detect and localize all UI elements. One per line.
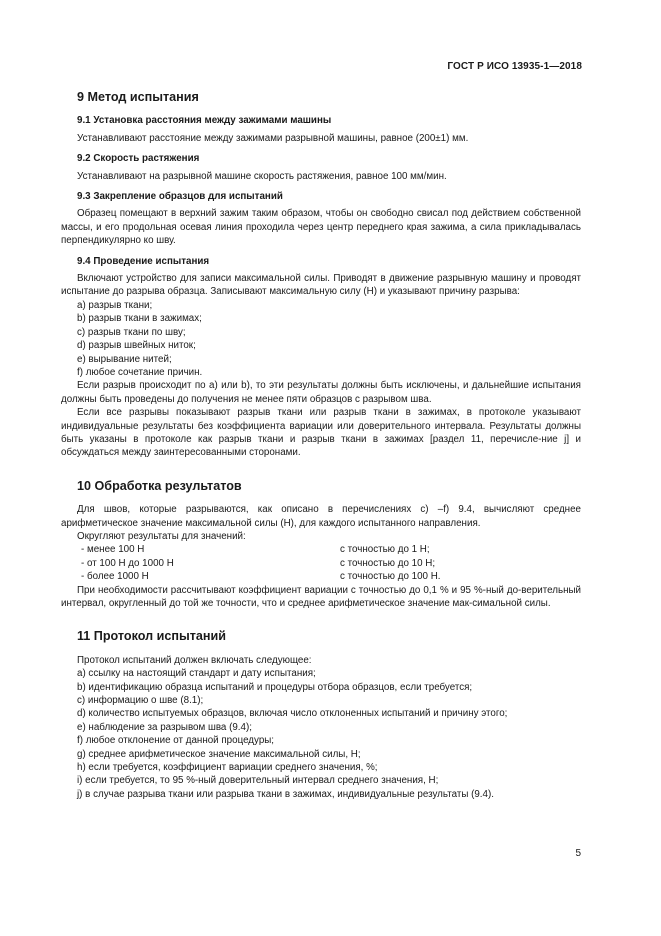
rounding-precision: с точностью до 1 Н; <box>340 544 430 556</box>
page-number: 5 <box>575 848 581 859</box>
section-10-para-3: При необходимости рассчитывают коэффициент вариации с точностью до 0,1 % и 95 %-ный до-верительный интервал, округленный до той же точности, что и среднее арифметическое значение мак-симальной силы. <box>61 584 581 609</box>
list-item: b) разрыв ткани в зажимах; <box>77 313 202 325</box>
rounding-row <box>61 557 581 570</box>
section-9-4-para-2: Если разрыв происходит по a) или b), то эти результаты должны быть исключены, и дальнейшие испытания должны быть проведены до получения не менее пяти образцов с разрывом шва. <box>61 380 581 405</box>
rounding-range: - более 1000 Н <box>81 571 149 583</box>
list-item: g) среднее арифметическое значение максимальной силы, Н; <box>77 748 361 760</box>
section-9-1-title: 9.1 Установка расстояния между зажимами машины <box>77 115 332 127</box>
rounding-precision: с точностью до 100 Н. <box>340 571 441 583</box>
section-9-title: 9 Метод испытания <box>77 90 199 104</box>
section-9-4-para-3: Если все разрывы показывают разрыв ткани или разрыв ткани в зажимах, в протоколе указывают индивидуальные результаты без коэффициента вариации или доверительного интервала. Результаты должны быть указаны в протоколе как разрыв ткани и разрыв ткани в зажимах [раздел 11, перечисле-ние j] и обсуждаться между заинтересованными сторонами. <box>61 407 581 459</box>
section-9-2-text: Устанавливают на разрывной машине скорость растяжения, равное 100 мм/мин. <box>77 170 447 182</box>
list-item: j) в случае разрыва ткани или разрыва ткани в зажимах, индивидуальные результаты (9.4). <box>77 788 494 800</box>
rounding-row <box>61 570 581 583</box>
list-item: i) если требуется, то 95 %-ный доверительный интервал среднего значения, Н; <box>77 775 439 787</box>
list-item: d) разрыв швейных ниток; <box>77 340 196 352</box>
section-9-4-para-1: Включают устройство для записи максимальной силы. Приводят в движение разрывную машину и проводят испытание до разрыва образца. Записывают максимальную силу (Н) и указывают причину разрыва: <box>61 273 581 298</box>
section-10-title: 10 Обработка результатов <box>77 478 242 493</box>
section-9-4-title: 9.4 Проведение испытания <box>77 255 210 267</box>
list-item: a) ссылку на настоящий стандарт и дату испытания; <box>77 668 316 680</box>
section-11-title: 11 Протокол испытаний <box>77 629 227 644</box>
list-item: b) идентификацию образца испытаний и процедуры отбора образцов, если требуется; <box>77 681 473 693</box>
rounding-precision: с точностью до 10 Н; <box>340 557 436 569</box>
standard-header: ГОСТ Р ИСО 13935-1—2018 <box>447 61 582 72</box>
list-item: f) любое сочетание причин. <box>77 366 203 378</box>
rounding-row <box>61 543 581 556</box>
rounding-range: - от 100 Н до 1000 Н <box>81 557 174 569</box>
list-item: h) если требуется, коэффициент вариации среднего значения, %; <box>77 762 378 774</box>
rounding-range: - менее 100 Н <box>81 544 145 556</box>
section-9-3-text: Образец помещают в верхний зажим таким образом, чтобы он свободно свисал под действием собственной массы, и его продольная осевая линия проходила через центр переднего края зажима, а сила прикладывалась перпендикулярно ко шву. <box>61 208 581 247</box>
list-item: a) разрыв ткани; <box>77 299 153 311</box>
list-item: d) количество испытуемых образцов, включая число отклоненных испытаний и причину этого; <box>77 708 508 720</box>
document-body <box>61 91 581 801</box>
section-11-intro: Протокол испытаний должен включать следующее: <box>77 654 312 666</box>
section-9-3-title: 9.3 Закрепление образцов для испытаний <box>77 191 283 203</box>
section-10-para-2: Округляют результаты для значений: <box>77 530 246 542</box>
section-9-2-title: 9.2 Скорость растяжения <box>77 153 200 165</box>
section-9-1-text: Устанавливают расстояние между зажимами разрывной машины, равное (200±1) мм. <box>77 132 469 144</box>
section-10-para-1: Для швов, которые разрываются, как описано в перечислениях c) –f) 9.4, вычисляют среднее арифметическое значение максимальной силы (Н), для каждого испытанного направления. <box>61 504 581 529</box>
list-item: c) разрыв ткани по шву; <box>77 326 186 338</box>
list-item: f) любое отклонение от данной процедуры; <box>77 735 275 747</box>
list-item: e) наблюдение за разрывом шва (9.4); <box>77 721 252 733</box>
list-item: e) вырывание нитей; <box>77 353 172 365</box>
list-item: c) информацию о шве (8.1); <box>77 695 204 707</box>
